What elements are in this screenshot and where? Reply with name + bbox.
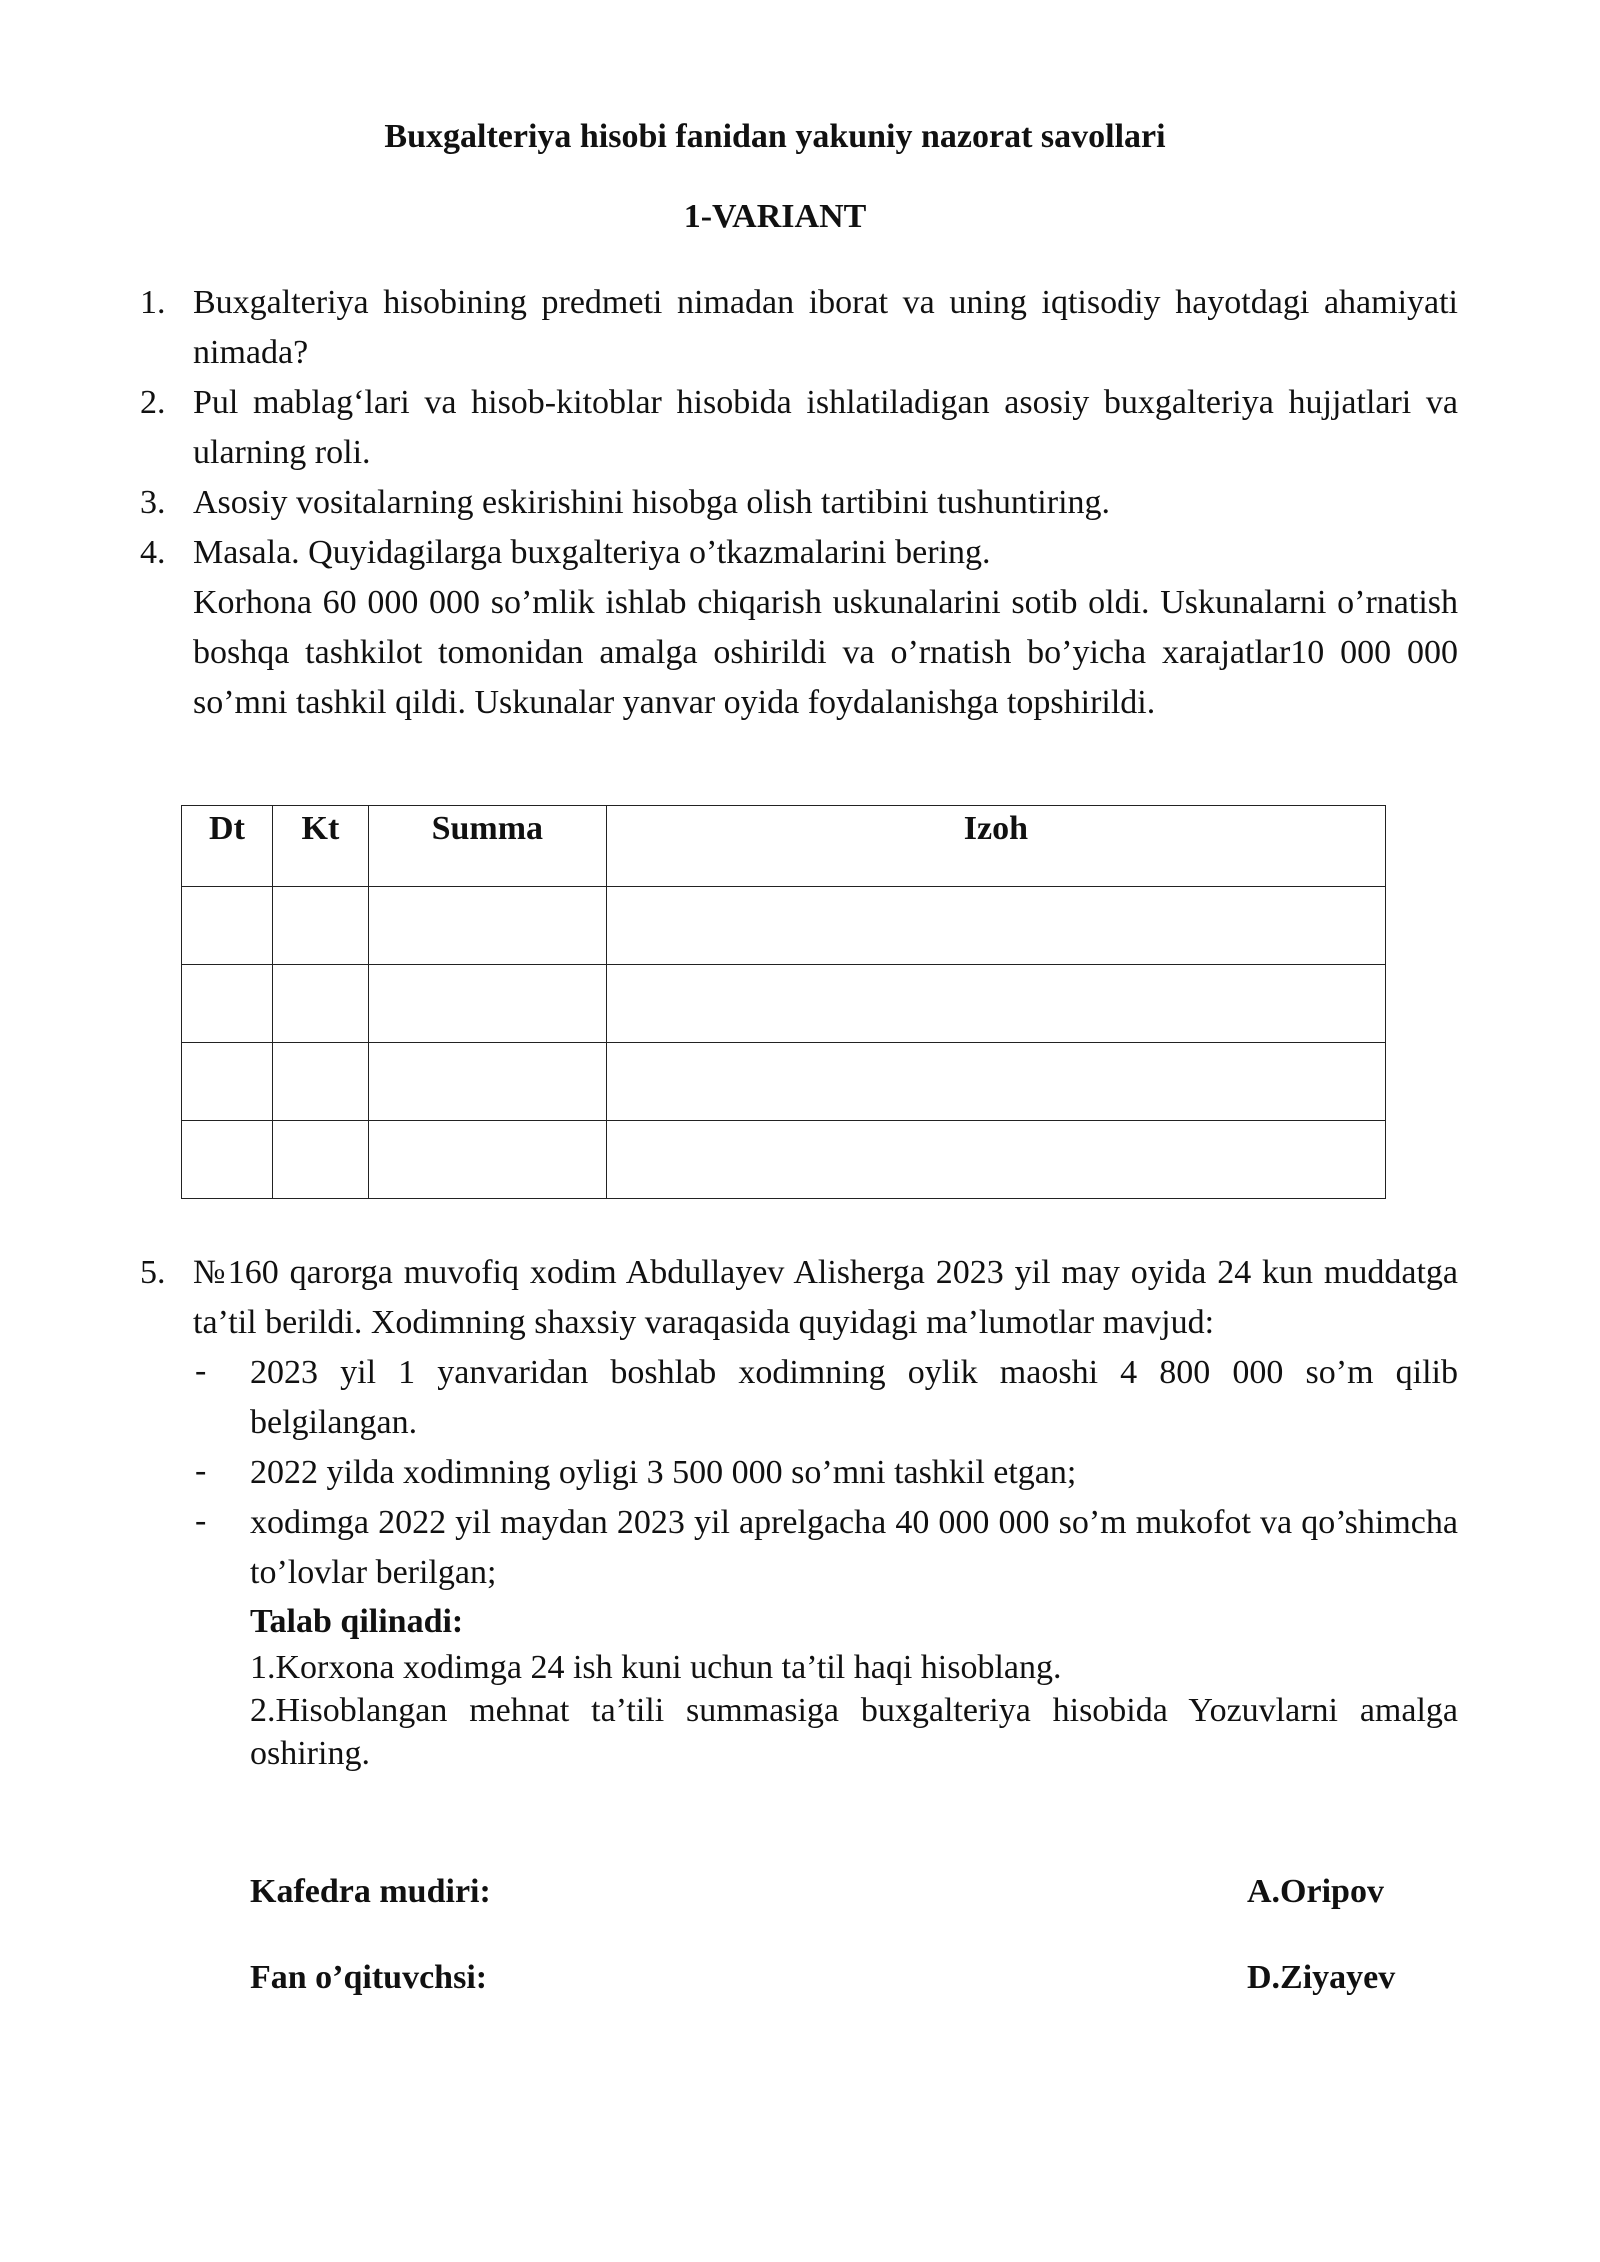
header-izoh: Izoh <box>606 806 1385 887</box>
question-5 <box>140 1248 1458 1775</box>
signature-name-head: A.Oripov <box>1247 1873 1384 1910</box>
question-5-intro <box>140 1248 1458 1348</box>
variant-heading: 1-VARIANT <box>683 198 867 235</box>
cell-izoh <box>606 1043 1385 1121</box>
list-item-text: 2023 yil 1 yanvaridan boshlab xodimning oylik maoshi 4 800 000 so’m qilib belgilangan. <box>250 1354 1458 1441</box>
header-summa: Summa <box>368 806 606 887</box>
signature-name-teacher: D.Ziyayev <box>1247 1959 1396 1996</box>
header-kt: Kt <box>272 806 368 887</box>
question-number: 4. <box>140 534 166 571</box>
cell-kt <box>272 965 368 1043</box>
list-item <box>193 1348 1458 1448</box>
question-number: 5. <box>140 1254 166 1291</box>
requirement-item: 1.Korxona xodimga 24 ish kuni uchun ta’til haqi hisoblang. <box>250 1649 1062 1686</box>
question-1 <box>140 278 1458 378</box>
question-text: Asosiy vositalarning eskirishini hisobga olish tartibini tushuntiring. <box>193 484 1111 521</box>
cell-summa <box>368 1043 606 1121</box>
table-header-row <box>182 806 1386 887</box>
signature-role-head: Kafedra mudiri: <box>250 1873 491 1910</box>
signature-role-teacher: Fan o’qituvchsi: <box>250 1959 488 1996</box>
list-item <box>193 1498 1458 1598</box>
question-text: Buxgalteriya hisobining predmeti nimadan iborat va uning iqtisodiy hayotdagi ahamiyati nimada? <box>193 284 1458 371</box>
question-text: Masala. Quyidagilarga buxgalteriya o’tkazmalarini bering. <box>193 534 991 571</box>
requirements-block <box>140 1598 1458 1775</box>
table-row <box>182 887 1386 965</box>
question-text: Pul mablag‘lari va hisob-kitoblar hisobida ishlatiladigan asosiy buxgalteriya hujjatlari va ularning roli. <box>193 384 1458 471</box>
employee-data-list <box>140 1348 1458 1598</box>
cell-summa <box>368 887 606 965</box>
question-text: №160 qarorga muvofiq xodim Abdullayev Alisherga 2023 yil may oyida 24 kun muddatga ta’til berildi. Xodimning shaxsiy varaqasida quyidagi ma’lumotlar mavjud: <box>193 1254 1458 1341</box>
accounting-entries-table <box>181 805 1386 1199</box>
question-list <box>140 278 1458 728</box>
question-4-detail: Korhona 60 000 000 so’mlik ishlab chiqarish uskunalarini sotib oldi. Uskunalarni o’rnatish boshqa tashkilot tomonidan amalga oshirildi va o’rnatish bo’yicha xarajatlar10 000 000 so’mni tashkil qildi. Uskunalar yanvar oyida foydalanishga topshirildi. <box>193 584 1458 721</box>
requirement-item: 2.Hisoblangan mehnat ta’tili summasiga buxgalteriya hisobida Yozuvlarni amalga oshiring. <box>250 1692 1458 1772</box>
cell-dt <box>182 1121 273 1199</box>
table-row <box>182 1121 1386 1199</box>
question-number: 2. <box>140 384 166 421</box>
table-row <box>182 965 1386 1043</box>
question-2 <box>140 378 1458 478</box>
list-item-text: 2022 yilda xodimning oyligi 3 500 000 so’mni tashkil etgan; <box>250 1454 1077 1491</box>
question-3 <box>140 478 1458 528</box>
cell-izoh <box>606 887 1385 965</box>
requirements-title: Talab qilinadi: <box>250 1603 464 1640</box>
cell-dt <box>182 887 273 965</box>
cell-summa <box>368 1121 606 1199</box>
cell-kt <box>272 1121 368 1199</box>
question-4 <box>140 528 1458 728</box>
document-title: Buxgalteriya hisobi fanidan yakuniy nazorat savollari <box>384 118 1166 155</box>
cell-kt <box>272 887 368 965</box>
cell-kt <box>272 1043 368 1121</box>
cell-dt <box>182 965 273 1043</box>
dash-bullet: - <box>195 1452 207 1489</box>
cell-izoh <box>606 965 1385 1043</box>
header-dt: Dt <box>182 806 273 887</box>
table-row <box>182 1043 1386 1121</box>
cell-dt <box>182 1043 273 1121</box>
cell-izoh <box>606 1121 1385 1199</box>
cell-summa <box>368 965 606 1043</box>
question-number: 3. <box>140 484 166 521</box>
dash-bullet: - <box>195 1352 207 1389</box>
list-item-text: xodimga 2022 yil maydan 2023 yil aprelgacha 40 000 000 so’m mukofot va qo’shimcha to’lovlar berilgan; <box>250 1504 1458 1591</box>
question-number: 1. <box>140 284 166 321</box>
list-item <box>193 1448 1458 1498</box>
dash-bullet: - <box>195 1502 207 1539</box>
